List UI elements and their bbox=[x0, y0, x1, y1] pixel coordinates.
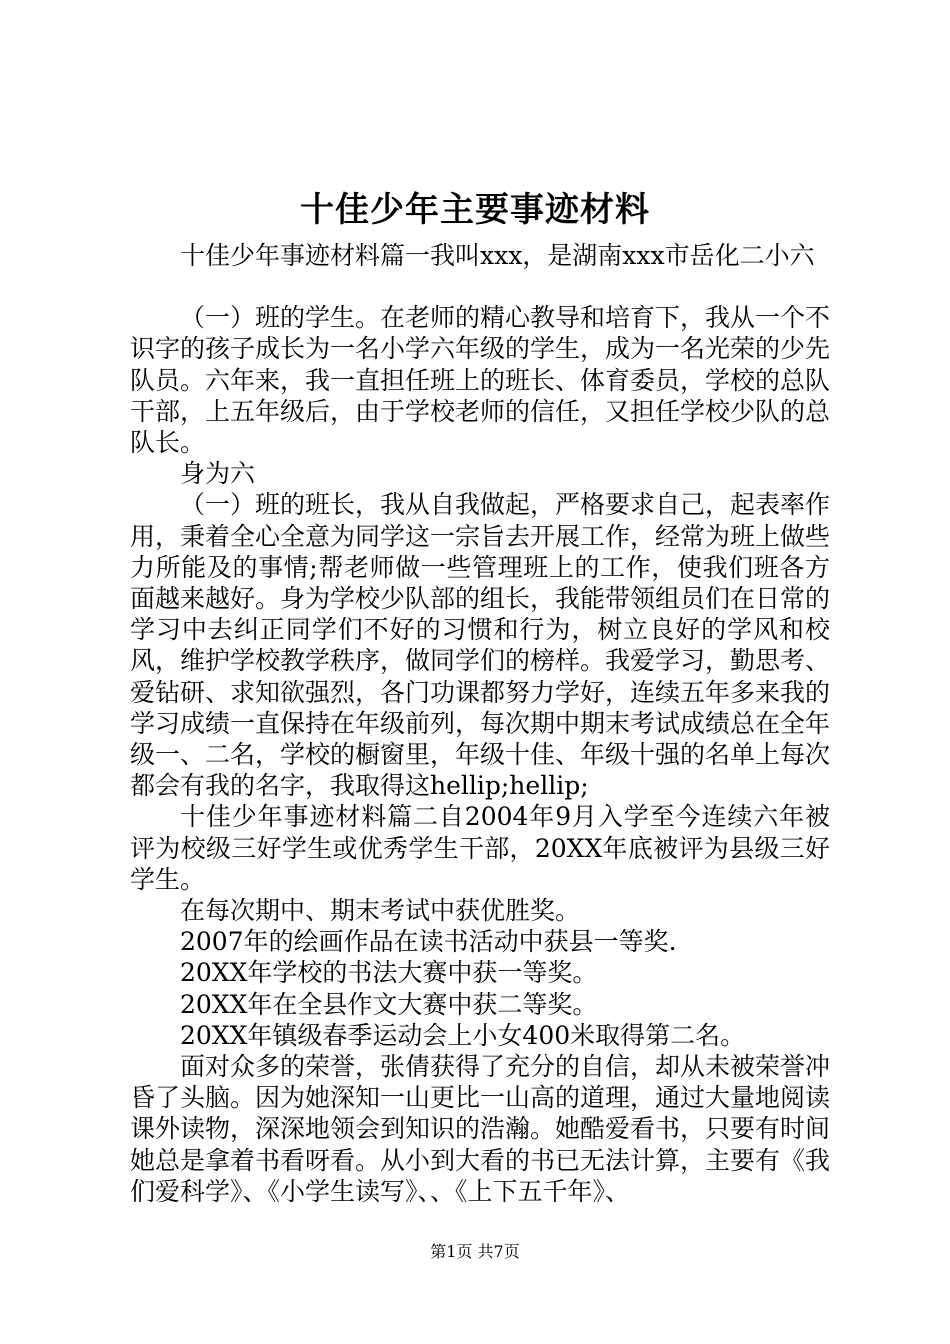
paragraph-class-monitor: （一）班的班长，我从自我做起，严格要求自己，起表率作用，秉着全心全意为同学这一宗旨去开展工作，经常为班上做些力所能及的事情;帮老师做一些管理班上的工作，使我们班各方面越来越好。身为学校少队部的组长，我能带领组员们在日常的学习中去纠正同学们不好的习惯和行为，树立良好的学风和校风，维护学校教学秩序，做同学们的榜样。我爱学习，勤思考、爱钻研、求知欲强烈，各门功课都努力学好，连续五年多来我的学习成绩一直保持在年级前列，每次期中期末考试成绩总在全年级一、二名，学校的橱窗里，年级十佳、年级十强的名单上每次都会有我的名字，我取得这hellip;hellip; bbox=[130, 490, 831, 801]
paragraph-article-two: 十佳少年事迹材料篇二自2004年9月入学至今连续六年被评为校级三好学生或优秀学生干部，20XX年底被评为县级三好学生。 bbox=[130, 802, 830, 894]
paragraph-class-student: （一）班的学生。在老师的精心教导和培育下，我从一个不识字的孩子成长为一名小学六年级的学生，成为一名光荣的少先队员。六年来，我一直担任班上的班长、体育委员，学校的总队干部，上五年级后，由于学校老师的信任，又担任学校少队的总队长。 bbox=[130, 303, 831, 458]
paragraph-award-calligraphy: 20XX年学校的书法大赛中获一等奖。 bbox=[180, 958, 598, 988]
paragraph-award-sports: 20XX年镇级春季运动会上小女400米取得第二名。 bbox=[180, 1020, 746, 1050]
paragraph-reading: 面对众多的荣誉，张倩获得了充分的自信，却从未被荣誉冲昏了头脑。因为她深知一山更比一山高的道理，通过大量地阅读课外读物，深深地领会到知识的浩瀚。她酷爱看书，只要有时间她总是拿着书看呀看。从小到大看的书已无法计算，主要有《我们爱科学》、《小学生读写》、、《上下五千年》、 bbox=[130, 1052, 831, 1206]
paragraph-award-exam: 在每次期中、期末考试中获优胜奖。 bbox=[180, 896, 581, 926]
page-footer: 第1页 共7页 bbox=[430, 1242, 520, 1261]
paragraph-award-painting: 2007年的绘画作品在读书活动中获县一等奖. bbox=[180, 927, 677, 957]
paragraph-gap bbox=[130, 271, 830, 302]
document-body bbox=[130, 240, 830, 1207]
paragraph-as-six: 身为六 bbox=[180, 459, 256, 489]
paragraph-award-essay: 20XX年在全县作文大赛中获二等奖。 bbox=[180, 989, 598, 1019]
paragraph-intro: 十佳少年事迹材料篇一我叫xxx，是湖南xxx市岳化二小六 bbox=[180, 241, 815, 270]
document-title: 十佳少年主要事迹材料 bbox=[300, 190, 650, 230]
